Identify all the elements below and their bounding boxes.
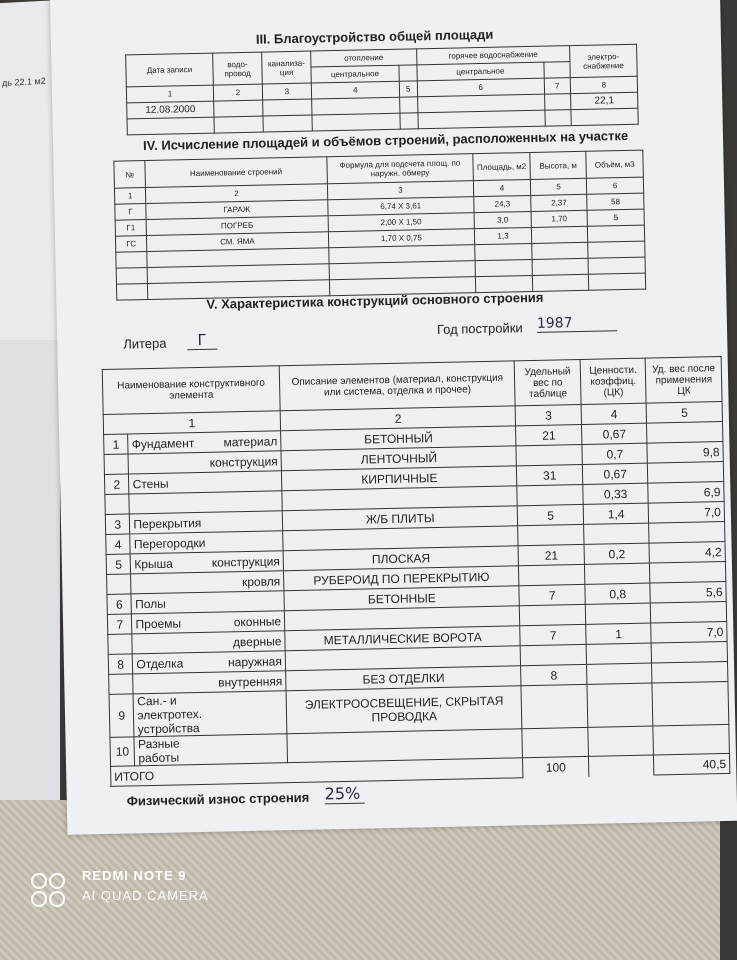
s5-cell-k: 1 [586, 623, 652, 644]
wear-label: Физический износ строения [126, 789, 310, 809]
section4-title: IV. Исчисление площадей и объёмов строений, расположенных на участке [142, 127, 629, 154]
litera-value: Г [187, 331, 217, 351]
s4-volume: 5 [587, 209, 644, 226]
s5-cell-r: 9,8 [647, 442, 723, 464]
s4-area: 3,0 [474, 211, 531, 228]
s4-area: 24,3 [474, 195, 531, 212]
s5-body [104, 422, 730, 767]
s5-cell-el: Крыша [131, 552, 209, 574]
s5-cell-w: 21 [516, 424, 582, 445]
s5-cell-sub [208, 511, 283, 533]
s5-cell-sub [212, 734, 287, 765]
s5-cell-k: 0,7 [582, 443, 648, 464]
s4-code: Г1 [115, 220, 147, 237]
s4-header-volume: Объём, м3 [586, 150, 643, 178]
s5-cell-k: 0,67 [581, 423, 647, 444]
s4-formula: 6,74 X 3,61 [327, 197, 474, 216]
s5-cell-k: 0,2 [584, 543, 650, 564]
s3-num: 2 [213, 84, 262, 101]
s5-cell-w: 7 [520, 624, 586, 645]
s5-cell-k [583, 523, 649, 544]
s5-header-desc: Описание элементов (материал, конструкция или система, отделка и прочее) [279, 361, 515, 411]
s5-cell-k [586, 643, 652, 664]
s5-cell-n: 8 [108, 654, 133, 675]
s5-cell-n: 5 [106, 554, 131, 575]
s5-cell-n: 4 [106, 534, 131, 555]
section5-title: V. Характеристика конструкций основного строения [206, 289, 544, 312]
s5-cell-sub: кровля [209, 571, 284, 593]
s5-cell-r [653, 724, 729, 755]
total-weight: 100 [523, 756, 589, 777]
s5-cell-r [652, 661, 728, 683]
s5-num: 2 [280, 406, 516, 431]
document-page [50, 0, 737, 835]
s4-volume: 58 [587, 193, 644, 210]
wear-value: 25% [324, 784, 364, 805]
s5-cell-w [516, 444, 582, 465]
s4-formula: 1,70 X 0,75 [328, 229, 475, 248]
s5-cell-k [588, 726, 654, 756]
s5-cell-el: Проемы [132, 612, 210, 634]
s4-num: 2 [146, 184, 328, 204]
s5-cell-desc: МЕТАЛЛИЧЕСКИЕ ВОРОТА [285, 626, 521, 651]
s3-num: 1 [126, 85, 213, 103]
s5-cell-w: 21 [519, 544, 585, 565]
s5-cell-r [651, 601, 727, 623]
s5-cell-el: Сан.- и электротех. устройства [134, 692, 213, 737]
s5-num: 5 [647, 402, 723, 424]
s3-sub-heating: центральное [311, 65, 399, 83]
s4-name: СМ. ЯМА [147, 232, 329, 252]
s3-header-water: водо-провод [213, 52, 263, 85]
camera-model: REDMI NOTE 9 [82, 868, 187, 883]
s5-cell-w [519, 564, 585, 585]
s3-num: 6 [417, 78, 544, 97]
s5-cell-w [522, 727, 588, 757]
s5-cell-r: 4,2 [649, 541, 725, 563]
s3-header-hotwater: горячее водоснабжение [416, 46, 569, 65]
s5-cell-el: Полы [131, 592, 209, 614]
s5-cell-w: 31 [517, 464, 583, 485]
s5-cell-k [585, 603, 651, 624]
left-page-unit: м2 [34, 75, 46, 87]
s3-num: 5 [399, 81, 418, 97]
s5-cell-k: 0,67 [582, 463, 648, 484]
s5-cell-w: 7 [519, 584, 585, 605]
s5-cell-k [587, 683, 653, 727]
s5-cell-sub [209, 591, 284, 613]
s4-header-height: Высота, м [530, 151, 587, 179]
section5-table [102, 356, 731, 787]
camera-logo-icon [28, 870, 68, 910]
s5-cell-n [104, 454, 129, 475]
s5-cell-w [521, 684, 587, 728]
s3-sub-hotwater: центральное [417, 62, 544, 81]
s5-cell-desc: РУБЕРОИД ПО ПЕРЕКРЫТИЮ [284, 566, 520, 591]
s5-cell-sub: конструкция [209, 551, 284, 573]
s4-num: 6 [587, 177, 644, 194]
s5-cell-sub [208, 531, 283, 553]
s4-name: ГАРАЖ [146, 200, 328, 220]
s5-cell-el [133, 672, 211, 694]
s5-cell-n [107, 574, 132, 595]
s5-cell-r [649, 521, 725, 543]
s4-formula: 2,00 X 1,50 [328, 213, 475, 232]
s5-header-weight: Удельный вес по таблице [515, 359, 581, 405]
s5-cell-n [105, 494, 130, 515]
s4-area: 1,3 [475, 227, 532, 244]
s3-num: 8 [570, 76, 637, 93]
s5-cell-k: 1,4 [583, 503, 649, 524]
s3-date-value: 12.08.2000 [127, 101, 214, 119]
s3-electric-value: 22,1 [571, 92, 638, 109]
s5-cell-r [647, 422, 723, 444]
s3-header-heating: отопление [311, 49, 417, 67]
s5-cell-desc: КИРПИЧНЫЕ [281, 466, 517, 491]
s4-num: 4 [474, 179, 531, 196]
s3-num: 3 [262, 83, 311, 100]
s5-cell-desc: ПЛОСКАЯ [283, 546, 519, 571]
s5-cell-sub [211, 691, 286, 736]
section3-table [125, 44, 639, 136]
s5-cell-k [584, 563, 650, 584]
s5-cell-sub: дверные [210, 631, 285, 653]
section4-table [113, 150, 646, 301]
s5-cell-r [652, 681, 728, 726]
total-result: 40,5 [654, 753, 730, 775]
s4-header-name: Наименование строений [145, 157, 327, 188]
s5-cell-n: 3 [105, 514, 130, 535]
year-value: 1987 [537, 314, 617, 333]
s5-num: 1 [103, 411, 280, 435]
s5-cell-n: 9 [109, 694, 134, 738]
s5-cell-desc: ЛЕНТОЧНЫЙ [281, 446, 517, 471]
s5-cell-el: Фундамент [128, 432, 206, 454]
s5-cell-sub: внутренняя [211, 671, 286, 693]
s5-cell-w: 8 [521, 664, 587, 685]
s5-cell-r: 7,0 [649, 501, 725, 523]
s5-cell-sub [207, 491, 282, 513]
s5-cell-desc: БЕЗ ОТДЕЛКИ [286, 666, 522, 691]
s4-code: Г [115, 204, 147, 221]
s4-num: 3 [327, 181, 474, 200]
s5-cell-n [109, 674, 134, 695]
s4-num: 5 [530, 178, 587, 195]
s5-cell-w [521, 644, 587, 665]
s5-cell-r: 7,0 [651, 621, 727, 643]
s5-cell-desc: Ж/Б ПЛИТЫ [282, 506, 518, 531]
s5-cell-el [129, 492, 207, 514]
s5-cell-sub [207, 471, 282, 493]
s5-cell-r [648, 462, 724, 484]
s5-cell-desc: БЕТОННЫЕ [284, 586, 520, 611]
year-label: Год постройки [436, 320, 523, 337]
s4-height [531, 226, 588, 243]
s5-cell-k: 0,8 [585, 583, 651, 604]
s5-cell-n [108, 634, 133, 655]
s5-cell-el [131, 572, 209, 594]
s4-header-area: Площадь, м2 [473, 152, 530, 180]
section3-title: III. Благоустройство общей площади [255, 26, 494, 47]
s3-header-sewer: канализа-ция [262, 51, 312, 84]
s5-cell-r [652, 641, 728, 663]
s4-height: 2,37 [530, 194, 587, 211]
s5-cell-w [520, 604, 586, 625]
s3-num: 4 [311, 81, 399, 99]
s5-cell-el: Перекрытия [130, 512, 208, 534]
s4-header-formula: Формула для подсчета площ. по наружн. обмеру [326, 154, 473, 184]
s5-cell-w [517, 484, 583, 505]
s3-header-date: Дата записи [126, 53, 214, 87]
litera-label: Литера [123, 335, 167, 352]
s5-cell-n: 7 [107, 614, 132, 635]
s5-cell-sub: наружная [211, 651, 286, 673]
s4-code: ГС [115, 236, 147, 253]
s5-header-coef: Ценности. коэффиц. (ЦК) [580, 358, 647, 404]
s5-cell-el: Перегородки [130, 532, 208, 554]
s5-num: 4 [581, 403, 647, 424]
s4-height: 1,70 [531, 210, 588, 227]
s5-cell-n: 6 [107, 594, 132, 615]
s5-cell-sub: конструкция [206, 451, 281, 473]
s5-cell-r: 5,6 [650, 581, 726, 603]
total-label: ИТОГО [111, 758, 524, 787]
s5-cell-k [586, 663, 652, 684]
s5-cell-r: 6,9 [648, 481, 724, 503]
s4-volume [588, 225, 645, 242]
s5-cell-n: 10 [110, 737, 135, 767]
s5-header-element: Наименование конструктивного элемента [102, 366, 280, 415]
s5-cell-w [518, 524, 584, 545]
s5-cell-desc: БЕТОННЫЙ [281, 426, 517, 451]
s5-cell-n: 1 [104, 434, 129, 455]
s5-cell-r [650, 561, 726, 583]
left-page: дь 22.1 м2 [0, 0, 120, 343]
s4-name: ПОГРЕБ [146, 216, 328, 236]
s5-cell-el: Стены [129, 472, 207, 494]
s5-cell-sub: оконные [210, 611, 285, 633]
s5-cell-k: 0,33 [583, 483, 649, 504]
s5-cell-desc: ЭЛЕКТРООСВЕЩЕНИЕ, СКРЫТАЯ ПРОВОДКА [286, 686, 522, 734]
s3-header-electric: электро-снабжение [570, 44, 638, 77]
s5-header-result: Уд. вес после применения ЦК [646, 357, 722, 404]
left-page-lower [0, 340, 60, 820]
left-page-value: 22.1 [14, 76, 32, 88]
s5-cell-n: 2 [104, 474, 129, 495]
s5-cell-sub: материал [206, 431, 281, 453]
s5-cell-el: Разные работы [134, 735, 213, 766]
s4-num: 1 [114, 188, 146, 205]
s5-cell-el [128, 452, 206, 474]
s4-header-no: № [114, 161, 146, 189]
s5-cell-el: Отделка [133, 652, 211, 674]
camera-subtitle: AI QUAD CAMERA [82, 888, 209, 903]
s5-num: 3 [516, 404, 582, 425]
s5-cell-w: 5 [518, 504, 584, 525]
s3-num: 7 [544, 78, 571, 95]
s5-cell-el [132, 632, 210, 654]
